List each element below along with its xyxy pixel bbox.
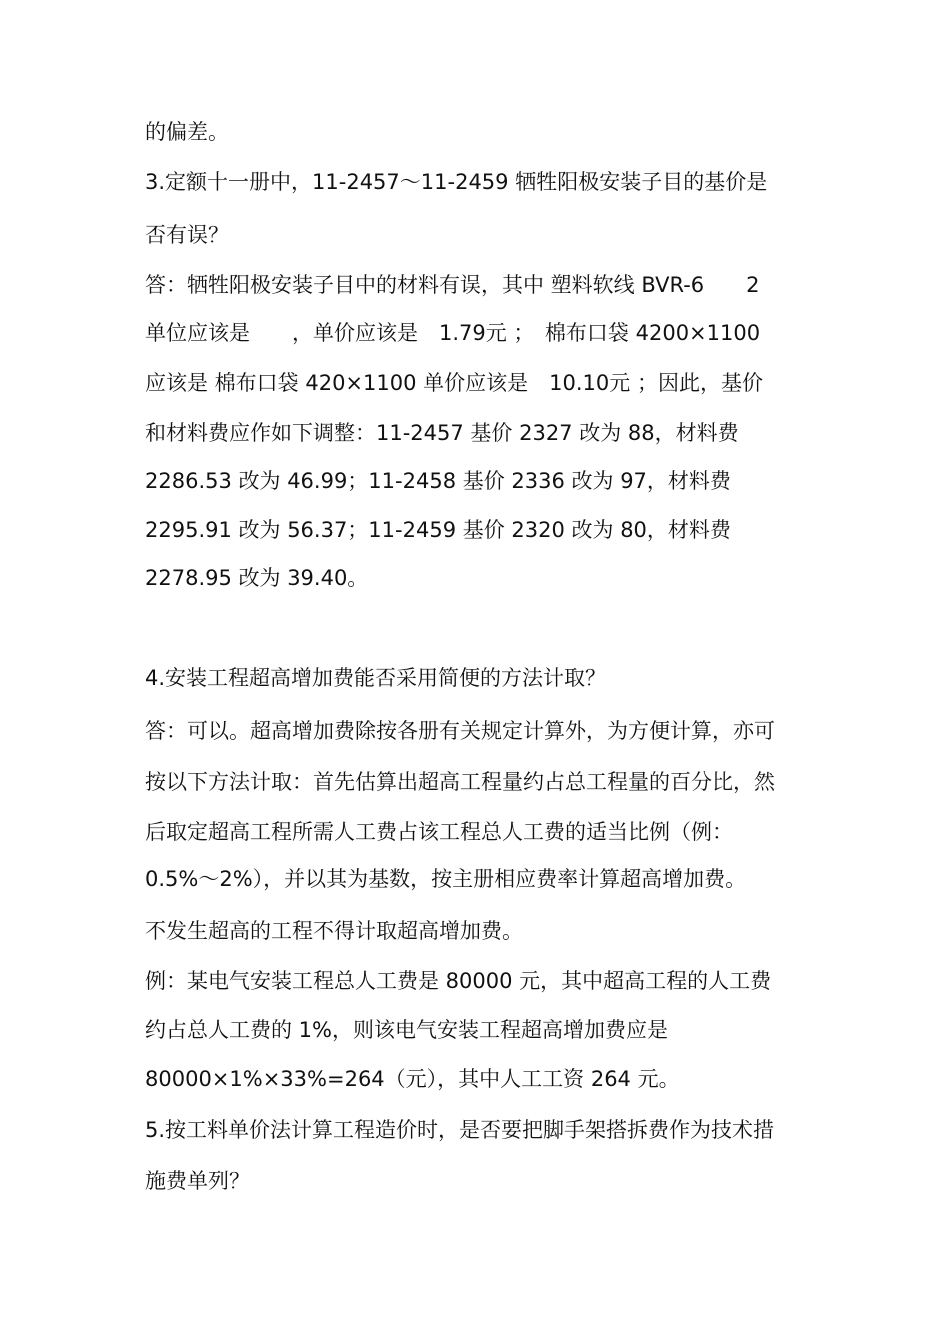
answer-4-line-4: 0.5%～2%），并以其为基数，按主册相应费率计算超高增加费。 <box>145 867 747 891</box>
answer-3-line-5: 2286.53 改为 46.99；11-2458 基价 2336 改为 97，材料费 <box>145 469 731 493</box>
answer-4-line-3: 后取定超高工程所需人工费占该工程总人工费的适当比例（例： <box>145 820 733 844</box>
question-3-title-cont: 否有误？ <box>145 223 229 247</box>
question-5-title-cont: 施费单列？ <box>145 1169 250 1193</box>
answer-3-line-4: 和材料费应作如下调整：11-2457 基价 2327 改为 88，材料费 <box>145 421 739 445</box>
example-line-1: 例：某电气安装工程总人工费是 80000 元，其中超高工程的人工费 <box>145 969 772 993</box>
text-line-1: 的偏差。 <box>145 120 229 144</box>
question-4-title: 4.安装工程超高增加费能否采用简便的方法计取？ <box>145 666 607 690</box>
answer-4-line-2: 按以下方法计取：首先估算出超高工程量约占总工程量的百分比，然 <box>145 770 775 794</box>
answer-4-line-5: 不发生超高的工程不得计取超高增加费。 <box>145 919 523 943</box>
answer-3-line-1: 答：牺牲阳极安装子目中的材料有误，其中 塑料软线 BVR-6 2 <box>145 273 760 297</box>
question-3-title: 3.定额十一册中，11-2457～11-2459 牺牲阳极安装子目的基价是 <box>145 170 768 194</box>
question-5-title: 5.按工料单价法计算工程造价时，是否要把脚手架搭拆费作为技术措 <box>145 1118 775 1142</box>
answer-3-line-7: 2278.95 改为 39.40。 <box>145 566 369 590</box>
example-line-3: 80000×1%×33%=264（元），其中人工工资 264 元。 <box>145 1067 680 1091</box>
answer-4-line-1: 答：可以。超高增加费除按各册有关规定计算外，为方便计算，亦可 <box>145 719 775 743</box>
example-line-2: 约占总人工费的 1%，则该电气安装工程超高增加费应是 <box>145 1018 668 1042</box>
answer-3-line-6: 2295.91 改为 56.37；11-2459 基价 2320 改为 80，材料费 <box>145 518 731 542</box>
answer-3-line-3: 应该是 棉布口袋 420×1100 单价应该是 10.10元 ；因此，基价 <box>145 371 763 395</box>
answer-3-line-2: 单位应该是 ，单价应该是 1.79元 ； 棉布口袋 4200×1100 <box>145 321 761 345</box>
